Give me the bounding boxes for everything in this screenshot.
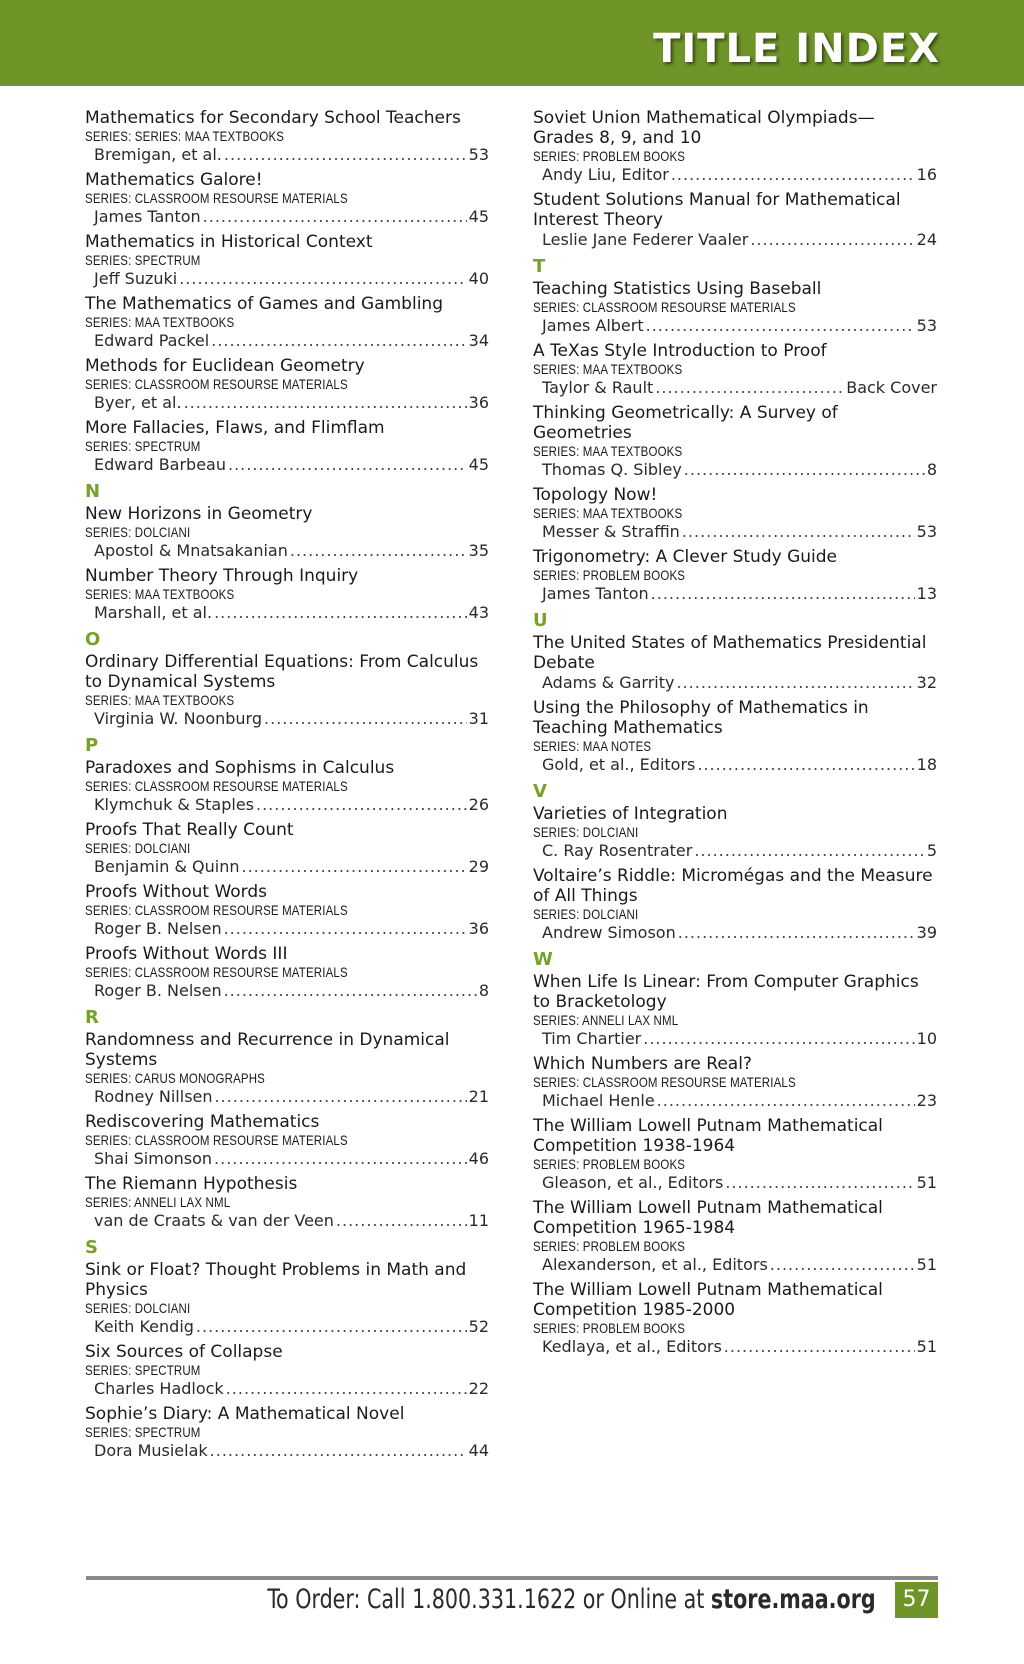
book-series: SERIES: CLASSROOM RESOURSE MATERIALS — [85, 902, 348, 918]
author-line — [85, 795, 489, 815]
page-reference: 45 — [468, 455, 489, 474]
book-series: SERIES: CLASSROOM RESOURSE MATERIALS — [85, 1132, 348, 1148]
section-letter: N — [85, 481, 101, 502]
book-author: Edward Barbeau — [94, 455, 226, 474]
book-author: Klymchuk & Staples — [94, 795, 254, 814]
book-author: Edward Packel — [94, 331, 210, 350]
book-title: Voltaire’s Riddle: Micromégas and the Measure of All Things — [533, 866, 933, 906]
dot-leader — [678, 923, 915, 943]
page-reference: 23 — [916, 1091, 937, 1110]
author-line — [533, 316, 937, 336]
author-line — [533, 923, 937, 943]
author-line — [533, 1337, 937, 1357]
index-entry — [85, 108, 489, 165]
dot-leader — [214, 603, 467, 623]
book-author: Thomas Q. Sibley — [542, 460, 682, 479]
page-reference: 53 — [916, 522, 937, 541]
book-title: Mathematics for Secondary School Teachers — [85, 108, 461, 128]
section-letter: W — [533, 949, 553, 970]
page-reference: 39 — [916, 923, 937, 942]
section-letter: V — [533, 781, 547, 802]
book-series: SERIES: SPECTRUM — [85, 1424, 201, 1440]
index-entry — [85, 652, 489, 729]
footer-divider — [86, 1576, 938, 1580]
page-reference: 29 — [468, 857, 489, 876]
author-line — [85, 981, 489, 1001]
book-title: Ordinary Differential Equations: From Calculus to Dynamical Systems — [85, 652, 479, 692]
dot-leader — [224, 919, 467, 939]
book-author: Dora Musielak — [94, 1441, 208, 1460]
author-line — [85, 1317, 489, 1337]
book-series: SERIES: SPECTRUM — [85, 252, 201, 268]
book-title: Methods for Euclidean Geometry — [85, 356, 365, 376]
dot-leader — [655, 378, 844, 398]
book-series: SERIES: PROBLEM BOOKS — [533, 567, 686, 583]
page-reference: 34 — [468, 331, 489, 350]
section-letter: T — [533, 256, 546, 277]
dot-leader — [671, 165, 915, 185]
index-entry — [533, 108, 937, 185]
page-reference: 43 — [468, 603, 489, 622]
author-line — [85, 1149, 489, 1169]
dot-leader — [724, 1337, 915, 1357]
dot-leader — [770, 1255, 915, 1275]
dot-leader — [290, 541, 467, 561]
author-line — [85, 331, 489, 351]
book-title: A TeXas Style Introduction to Proof — [533, 341, 827, 361]
page-reference: 51 — [916, 1337, 937, 1356]
right-column — [533, 108, 937, 1362]
dot-leader — [694, 841, 924, 861]
author-line — [85, 207, 489, 227]
dot-leader — [224, 981, 477, 1001]
book-title: The Riemann Hypothesis — [85, 1174, 298, 1194]
author-line — [85, 1087, 489, 1107]
book-series: SERIES: DOLCIANI — [533, 906, 639, 922]
book-title: Proofs Without Words III — [85, 944, 288, 964]
author-line — [85, 919, 489, 939]
book-series: SERIES: CLASSROOM RESOURSE MATERIALS — [533, 299, 796, 315]
book-series: SERIES: MAA TEXTBOOKS — [85, 692, 235, 708]
book-series: SERIES: CARUS MONOGRAPHS — [85, 1070, 266, 1086]
book-series: SERIES: SPECTRUM — [85, 438, 201, 454]
book-series: SERIES: PROBLEM BOOKS — [533, 1156, 686, 1172]
index-entry — [533, 190, 937, 250]
index-entry — [533, 1198, 937, 1275]
book-series: SERIES: ANNELI LAX NML — [85, 1194, 231, 1210]
dot-leader — [184, 393, 467, 413]
book-author: Roger B. Nelsen — [94, 981, 222, 1000]
book-series: SERIES: PROBLEM BOOKS — [533, 148, 686, 164]
dot-leader — [210, 1441, 467, 1461]
book-series: SERIES: CLASSROOM RESOURSE MATERIALS — [533, 1074, 796, 1090]
book-author: Tim Chartier — [542, 1029, 642, 1048]
page-reference: 36 — [468, 919, 489, 938]
book-series: SERIES: MAA TEXTBOOKS — [533, 505, 683, 521]
book-author: Jeff Suzuki — [94, 269, 178, 288]
dot-leader — [651, 584, 915, 604]
book-title: Proofs That Really Count — [85, 820, 294, 840]
dot-leader — [211, 331, 466, 351]
book-title: The United States of Mathematics Presidential Debate — [533, 633, 927, 673]
author-line — [85, 455, 489, 475]
book-author: James Tanton — [94, 207, 201, 226]
page-reference: 16 — [916, 165, 937, 184]
book-title: The William Lowell Putnam Mathematical Competition 1965-1984 — [533, 1198, 883, 1238]
index-entry — [533, 866, 937, 943]
page-header — [0, 0, 1024, 86]
author-line — [85, 393, 489, 413]
page-reference: 21 — [468, 1087, 489, 1106]
dot-leader — [676, 673, 914, 693]
book-title: When Life Is Linear: From Computer Graphics to Bracketology — [533, 972, 919, 1012]
dot-leader — [336, 1211, 467, 1231]
author-line — [533, 378, 937, 398]
page-reference: 53 — [916, 316, 937, 335]
book-author: Messer & Straffin — [542, 522, 680, 541]
book-title: Randomness and Recurrence in Dynamical Systems — [85, 1030, 450, 1070]
dot-leader — [264, 709, 467, 729]
index-entry — [533, 341, 937, 398]
index-entry — [533, 972, 937, 1049]
book-title: Sophie’s Diary: A Mathematical Novel — [85, 1404, 405, 1424]
book-author: Benjamin & Quinn — [94, 857, 240, 876]
author-line — [533, 841, 937, 861]
book-title: Soviet Union Mathematical Olympiads— Grades 8, 9, and 10 — [533, 108, 875, 148]
author-line — [533, 165, 937, 185]
book-author: Virginia W. Noonburg — [94, 709, 263, 728]
dot-leader — [750, 230, 914, 250]
dot-leader — [697, 755, 914, 775]
dot-leader — [179, 269, 466, 289]
book-author: Gold, et al., Editors — [542, 755, 696, 774]
index-entry — [85, 504, 489, 561]
book-author: Bremigan, et al. — [94, 145, 222, 164]
book-title: Student Solutions Manual for Mathematical Interest Theory — [533, 190, 901, 230]
dot-leader — [228, 455, 467, 475]
dot-leader — [646, 316, 915, 336]
book-series: SERIES: MAA TEXTBOOKS — [85, 314, 235, 330]
order-text: To Order: Call 1.800.331.1622 or Online at — [267, 1584, 712, 1615]
page-reference: 24 — [916, 230, 937, 249]
page-number: 57 — [895, 1582, 938, 1618]
index-entry — [85, 820, 489, 877]
page-reference: Back Cover — [846, 378, 937, 397]
section-letter: P — [85, 735, 99, 756]
page-reference: 5 — [926, 841, 937, 860]
dot-leader — [214, 1149, 467, 1169]
book-author: Gleason, et al., Editors — [542, 1173, 724, 1192]
index-entry — [85, 566, 489, 623]
index-entry — [85, 1342, 489, 1399]
index-entry — [85, 294, 489, 351]
index-entry — [533, 1054, 937, 1111]
author-line — [85, 857, 489, 877]
book-author: Rodney Nillsen — [94, 1087, 213, 1106]
book-author: Michael Henle — [542, 1091, 655, 1110]
index-entry — [533, 804, 937, 861]
index-entry — [85, 356, 489, 413]
index-entry — [85, 1260, 489, 1337]
page-reference: 18 — [916, 755, 937, 774]
index-entry — [533, 1116, 937, 1193]
index-entry — [533, 633, 937, 693]
index-entry — [85, 232, 489, 289]
author-line — [533, 1173, 937, 1193]
book-title: Thinking Geometrically: A Survey of Geometries — [533, 403, 838, 443]
index-entry — [533, 279, 937, 336]
dot-leader — [224, 145, 467, 165]
book-author: Taylor & Rault — [542, 378, 654, 397]
book-title: Using the Philosophy of Mathematics in Teaching Mathematics — [533, 698, 869, 738]
book-title: The Mathematics of Games and Gambling — [85, 294, 443, 314]
page-reference: 40 — [468, 269, 489, 288]
author-line — [533, 1255, 937, 1275]
book-series: SERIES: SPECTRUM — [85, 1362, 201, 1378]
index-entry — [533, 547, 937, 604]
dot-leader — [196, 1317, 467, 1337]
dot-leader — [256, 795, 467, 815]
author-line — [85, 1211, 489, 1231]
book-series: SERIES: MAA NOTES — [533, 738, 652, 754]
page-reference: 11 — [468, 1211, 489, 1230]
book-author: Andy Liu, Editor — [542, 165, 669, 184]
dot-leader — [682, 522, 915, 542]
index-entry — [85, 944, 489, 1001]
page-reference: 51 — [916, 1255, 937, 1274]
book-author: Marshall, et al. — [94, 603, 213, 622]
author-line — [533, 522, 937, 542]
book-series: SERIES: CLASSROOM RESOURSE MATERIALS — [85, 964, 348, 980]
book-author: Kedlaya, et al., Editors — [542, 1337, 722, 1356]
dot-leader — [242, 857, 467, 877]
dot-leader — [203, 207, 467, 227]
author-line — [533, 1091, 937, 1111]
dot-leader — [725, 1173, 914, 1193]
book-series: SERIES: MAA TEXTBOOKS — [533, 443, 683, 459]
book-title: Mathematics in Historical Context — [85, 232, 373, 252]
book-title: Mathematics Galore! — [85, 170, 263, 190]
book-series: SERIES: DOLCIANI — [85, 524, 191, 540]
page-reference: 32 — [916, 673, 937, 692]
book-author: Byer, et al. — [94, 393, 182, 412]
left-column — [85, 108, 489, 1466]
index-entry — [533, 1280, 937, 1357]
book-series: SERIES: CLASSROOM RESOURSE MATERIALS — [85, 376, 348, 392]
page-reference: 35 — [468, 541, 489, 560]
dot-leader — [643, 1029, 914, 1049]
book-title: Proofs Without Words — [85, 882, 268, 902]
index-entry — [533, 698, 937, 775]
index-entry — [85, 882, 489, 939]
book-title: Topology Now! — [533, 485, 658, 505]
author-line — [533, 755, 937, 775]
author-line — [85, 145, 489, 165]
page-reference: 22 — [468, 1379, 489, 1398]
page-reference: 45 — [468, 207, 489, 226]
section-letter: O — [85, 629, 101, 650]
book-author: Alexanderson, et al., Editors — [542, 1255, 768, 1274]
book-title: The William Lowell Putnam Mathematical Competition 1985-2000 — [533, 1280, 883, 1320]
page-reference: 8 — [926, 460, 937, 479]
book-title: Sink or Float? Thought Problems in Math and Physics — [85, 1260, 467, 1300]
author-line — [85, 1441, 489, 1461]
book-author: Leslie Jane Federer Vaaler — [542, 230, 749, 249]
dot-leader — [215, 1087, 467, 1107]
order-info — [268, 1584, 876, 1615]
index-entry — [85, 1174, 489, 1231]
author-line — [85, 269, 489, 289]
book-series: SERIES: ANNELI LAX NML — [533, 1012, 679, 1028]
page-reference: 51 — [916, 1173, 937, 1192]
index-entry — [85, 1404, 489, 1461]
book-author: Andrew Simoson — [542, 923, 676, 942]
author-line — [533, 673, 937, 693]
dot-leader — [684, 460, 925, 480]
book-author: Charles Hadlock — [94, 1379, 224, 1398]
author-line — [85, 709, 489, 729]
book-series: SERIES: CLASSROOM RESOURSE MATERIALS — [85, 778, 348, 794]
section-letter: S — [85, 1237, 98, 1258]
dot-leader — [657, 1091, 915, 1111]
page-reference: 52 — [468, 1317, 489, 1336]
book-title: Number Theory Through Inquiry — [85, 566, 359, 586]
page-reference: 36 — [468, 393, 489, 412]
index-entry — [85, 758, 489, 815]
book-title: Varieties of Integration — [533, 804, 728, 824]
book-title: Trigonometry: A Clever Study Guide — [533, 547, 837, 567]
store-link[interactable]: store.maa.org — [711, 1584, 876, 1615]
author-line — [533, 460, 937, 480]
book-author: James Albert — [542, 316, 644, 335]
book-series: SERIES: PROBLEM BOOKS — [533, 1320, 686, 1336]
book-title: New Horizons in Geometry — [85, 504, 313, 524]
page-reference: 31 — [468, 709, 489, 728]
dot-leader — [226, 1379, 467, 1399]
book-author: van de Craats & van der Veen — [94, 1211, 334, 1230]
author-line — [533, 1029, 937, 1049]
book-title: Which Numbers are Real? — [533, 1054, 752, 1074]
book-title: Teaching Statistics Using Baseball — [533, 279, 822, 299]
book-series: SERIES: DOLCIANI — [85, 1300, 191, 1316]
book-author: C. Ray Rosentrater — [542, 841, 693, 860]
author-line — [533, 230, 937, 250]
page-reference: 46 — [468, 1149, 489, 1168]
book-title: Paradoxes and Sophisms in Calculus — [85, 758, 395, 778]
page-reference: 8 — [478, 981, 489, 1000]
index-entry — [533, 403, 937, 480]
book-series: SERIES: MAA TEXTBOOKS — [85, 586, 235, 602]
book-author: Shai Simonson — [94, 1149, 213, 1168]
page-reference: 10 — [916, 1029, 937, 1048]
book-title: More Fallacies, Flaws, and Flimflam — [85, 418, 385, 438]
page-reference: 26 — [468, 795, 489, 814]
book-series: SERIES: DOLCIANI — [533, 824, 639, 840]
section-letter: U — [533, 610, 548, 631]
book-author: James Tanton — [542, 584, 649, 603]
page-title: TITLE INDEX — [653, 26, 940, 72]
page-reference: 13 — [916, 584, 937, 603]
book-author: Adams & Garrity — [542, 673, 675, 692]
book-author: Roger B. Nelsen — [94, 919, 222, 938]
book-title: Six Sources of Collapse — [85, 1342, 283, 1362]
index-entry — [85, 1112, 489, 1169]
book-series: SERIES: MAA TEXTBOOKS — [533, 361, 683, 377]
section-letter: R — [85, 1007, 99, 1028]
book-series: SERIES: SERIES: MAA TEXTBOOKS — [85, 128, 285, 144]
author-line — [533, 584, 937, 604]
book-series: SERIES: CLASSROOM RESOURSE MATERIALS — [85, 190, 348, 206]
index-entry — [85, 418, 489, 475]
index-entry — [533, 485, 937, 542]
author-line — [85, 541, 489, 561]
book-author: Keith Kendig — [94, 1317, 194, 1336]
book-title: Rediscovering Mathematics — [85, 1112, 320, 1132]
book-title: The William Lowell Putnam Mathematical Competition 1938-1964 — [533, 1116, 883, 1156]
author-line — [85, 603, 489, 623]
page-reference: 44 — [468, 1441, 489, 1460]
index-entry — [85, 170, 489, 227]
author-line — [85, 1379, 489, 1399]
index-entry — [85, 1030, 489, 1107]
book-author: Apostol & Mnatsakanian — [94, 541, 288, 560]
book-series: SERIES: DOLCIANI — [85, 840, 191, 856]
book-series: SERIES: PROBLEM BOOKS — [533, 1238, 686, 1254]
page-reference: 53 — [468, 145, 489, 164]
